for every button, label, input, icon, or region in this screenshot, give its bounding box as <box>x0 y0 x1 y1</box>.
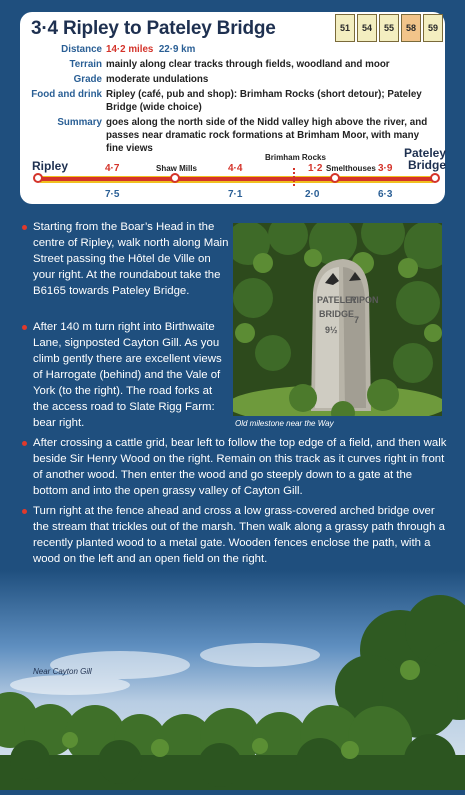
grade-label: Grade <box>73 74 102 85</box>
place-shaw-mills: Shaw Mills <box>156 164 197 173</box>
route-end <box>404 147 446 171</box>
route-node <box>170 173 180 183</box>
route-node <box>430 173 440 183</box>
food-value: Ripley (café, pub and shop): Brimham Rocks (short detour); Pateley Bridge (wide choice) <box>106 89 422 113</box>
photo-caption: Old milestone near the Way <box>235 419 334 428</box>
distance-miles: 14·2 miles <box>106 44 154 55</box>
milestone-photo <box>233 223 442 416</box>
place-smelthouses: Smelthouses <box>326 164 376 173</box>
stone-left-text: PATELEY <box>317 295 358 305</box>
route-strip <box>20 146 447 204</box>
map-page-box: 58 <box>401 14 421 42</box>
map-page-box: 54 <box>357 14 377 42</box>
distance-value <box>106 43 432 56</box>
paragraph: Starting from the Boar’s Head in the centre of Ripley, walk north along Main Street passing the Hôtel de Ville on your right. At the roundabout take the B6165 towards Pateley Bridge. <box>22 219 230 299</box>
km-segment-1: 4·7 <box>105 163 120 174</box>
route-node <box>330 173 340 183</box>
page-title: 3·4 Ripley to Pateley Bridge <box>31 18 276 39</box>
terrain-label: Terrain <box>69 59 102 70</box>
mile-segment-2: 7·1 <box>228 189 243 200</box>
distance-label: Distance <box>61 44 102 55</box>
km-segment-2: 4·4 <box>228 163 243 174</box>
stone-right-text: RIPON <box>350 295 379 305</box>
map-page-boxes <box>335 14 443 42</box>
route-end-line2: Bridge <box>408 158 447 172</box>
map-page-box: 59 <box>423 14 443 42</box>
landscape-caption: Near Cayton Gill <box>33 667 92 676</box>
distance-km: 22·9 km <box>158 44 196 55</box>
summary-label: Summary <box>57 117 102 128</box>
map-page-box: 55 <box>379 14 399 42</box>
paragraph: Turn right at the fence ahead and cross a low grass-covered arched bridge over the stream that trickles out of the marsh. Then walk along a grassy path through a recently planted wood to a metal gate. Wooden fences enclose the path, with a wood on the left and an open field on the right. <box>22 503 450 567</box>
map-page-box: 51 <box>335 14 355 42</box>
route-start: Ripley <box>32 159 69 173</box>
mile-segment-3: 2·0 <box>305 189 320 200</box>
mile-segment-4: 6·3 <box>378 189 393 200</box>
stone-left-number: 9½ <box>325 325 338 335</box>
summary-value: goes along the north side of the Nidd valley high above the river, and passes near dramatic rock formations at Brimham Moor, with many fine views <box>106 117 428 154</box>
stone-right-number: 7 <box>354 315 360 325</box>
place-brimham-rocks: Brimham Rocks <box>265 153 326 162</box>
route-info-panel <box>20 12 445 204</box>
bullet-icon <box>22 225 27 230</box>
food-label: Food and drink <box>31 89 102 100</box>
landscape-photo <box>0 570 465 790</box>
mile-segment-1: 7·5 <box>105 189 120 200</box>
bullet-icon <box>22 325 27 330</box>
paragraph: After 140 m turn right into Birthwaite Lane, signposted Cayton Gill. As you climb gently there are excellent views of Harrogate (behind) and the Vale of York (to the right). The road forks at the access road to Slate Rigg Farm: bear right. <box>22 319 230 431</box>
terrain-value: mainly along clear tracks through fields, woodland and moor <box>106 59 390 70</box>
route-node <box>33 173 43 183</box>
bullet-icon <box>22 509 27 514</box>
bullet-icon <box>22 441 27 446</box>
paragraph: After crossing a cattle grid, bear left to follow the top edge of a field, and then walk beside Sir Henry Wood on the right. Remain on this track as it curves right in front of another wood. Then enter the wood and go steeply down to a gate at the bottom and into the open grassy valley of Cayton Gill. <box>22 435 450 499</box>
grade-value: moderate undulations <box>106 74 209 85</box>
km-segment-3: 1·2 <box>308 163 323 174</box>
km-segment-4: 3·9 <box>378 163 393 174</box>
stone-left-text: BRIDGE <box>319 309 355 319</box>
route-bar <box>38 177 435 181</box>
route-end-line1: Pateley <box>404 146 447 160</box>
brimham-detour-marker <box>293 168 297 186</box>
